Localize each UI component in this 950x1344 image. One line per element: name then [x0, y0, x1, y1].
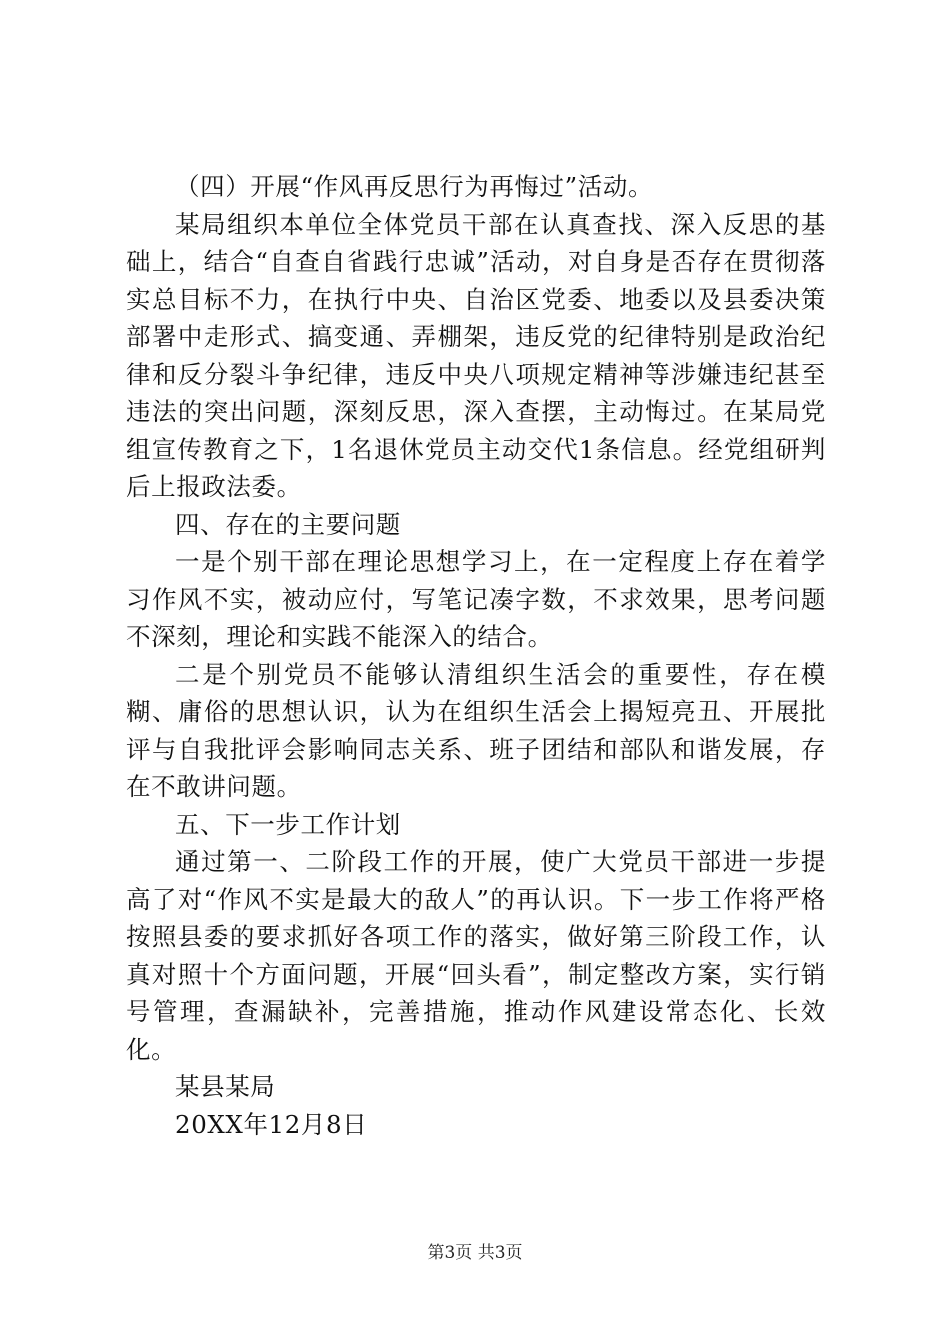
body-paragraph-next-plan: 通过第一、二阶段工作的开展，使广大党员干部进一步提高了对“作风不实是最大的敌人”的再认识。下一步工作将严格按照县委的要求抓好各项工作的落实，做好第三阶段工作，认真对照十个方面问题，开展“回头看”，制定整改方案，实行销号管理，查漏缺补，完善措施，推动作风建设常态化、长效化。 — [126, 847, 826, 1064]
body-paragraph-reflection: 某局组织本单位全体党员干部在认真查找、深入反思的基础上，结合“自查自省践行忠诚”活动，对自身是否存在贯彻落实总目标不力，在执行中央、自治区党委、地委以及县委决策部署中走形式、搞变通、弄棚架，违反党的纪律特别是政治纪律和反分裂斗争纪律，违反中央八项规定精神等涉嫌违纪甚至违法的突出问题，深刻反思，深入查摆，主动悔过。在某局党组宣传教育之下，1名退休党员主动交代1条信息。经党组研判后上报政法委。 — [126, 209, 826, 501]
signature-date: 20XX年12月8日 — [175, 1109, 368, 1139]
section-heading-problems: 四、存在的主要问题 — [175, 509, 401, 539]
document-body — [126, 168, 826, 1143]
signature-organization: 某县某局 — [175, 1072, 276, 1101]
section-heading-four-sub: （四）开展“作风再反思行为再悔过”活动。 — [175, 172, 654, 201]
body-paragraph-problem-one: 一是个别干部在理论思想学习上，在一定程度上存在着学习作风不实，被动应付，写笔记凑字数，不求效果，思考问题不深刻，理论和实践不能深入的结合。 — [126, 547, 826, 651]
page-footer: 第3页 共3页 — [427, 1243, 523, 1263]
body-paragraph-problem-two: 二是个别党员不能够认清组织生活会的重要性，存在模糊、庸俗的思想认识，认为在组织生活会上揭短亮丑、开展批评与自我批评会影响同志关系、班子团结和部队和谐发展，存在不敢讲问题。 — [126, 659, 826, 801]
section-heading-next-plan: 五、下一步工作计划 — [175, 809, 401, 839]
